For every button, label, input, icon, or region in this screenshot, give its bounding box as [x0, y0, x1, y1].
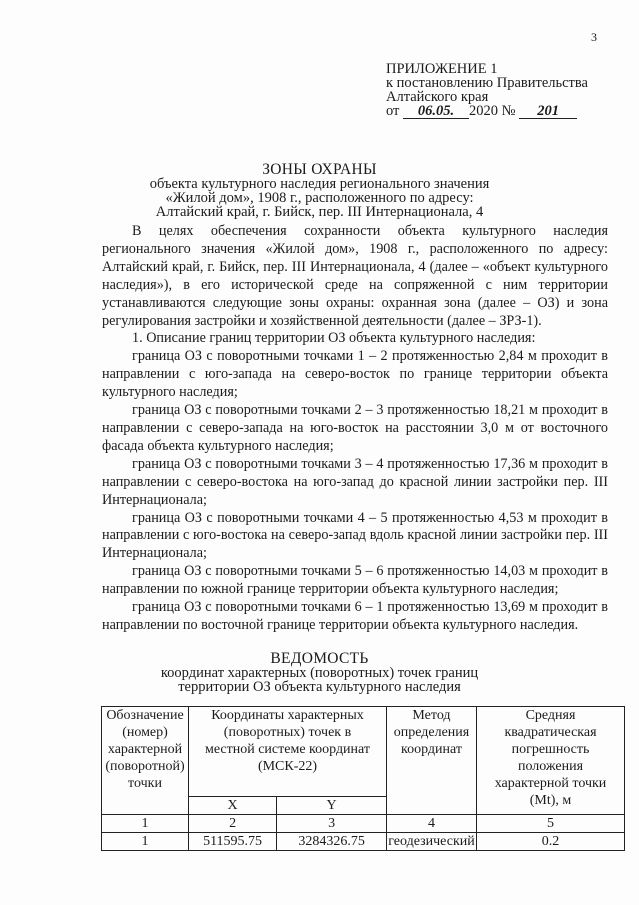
page-number: 3 [591, 30, 597, 44]
numbering-cell: 3 [277, 815, 387, 833]
numbering-cell: 2 [189, 815, 277, 833]
numbering-cell: 5 [477, 815, 625, 833]
cell-y: 3284326.75 [277, 833, 387, 851]
appendix-line-2: к постановлению Правительства [386, 75, 588, 91]
heading-block [0, 163, 639, 219]
paragraph: 1. Описание границ территории ОЗ объекта культурного наследия: [132, 330, 536, 347]
appendix-title: ПРИЛОЖЕНИЕ 1 [386, 61, 498, 77]
paragraph: граница ОЗ с поворотными точками 3 – 4 протяженностью 17,36 м проходит в направлении с северо-востока на юго-запад до красной линии застройки пер. III Интернационала; [102, 455, 608, 508]
date-day: 06.05. [403, 105, 469, 119]
heading-title: ЗОНЫ ОХРАНЫ [262, 161, 377, 178]
heading-line-3: Алтайский край, г. Бийск, пер. III Интернационала, 4 [155, 204, 484, 220]
table-numbering-row [102, 815, 625, 833]
statement-title: ВЕДОМОСТЬ [270, 650, 369, 667]
cell-method: геодезический [388, 834, 475, 849]
paragraph: граница ОЗ с поворотными точками 6 – 1 протяженностью 13,69 м проходит в направлении по восточной границе территории объекта культурного наследия. [102, 599, 608, 633]
statement-line-1: координат характерных (поворотных) точек границ [160, 665, 479, 681]
coordinates-table [101, 706, 625, 851]
heading-line-1: объекта культурного наследия регионального значения [149, 176, 490, 192]
cell-error: 0.2 [477, 833, 625, 851]
body-text [102, 223, 608, 635]
date-year: 2020 № [469, 103, 516, 119]
table-header-row [102, 707, 625, 797]
header-coordinates: Координаты характерных (поворотных) точек в местной системе координат (МСК-22) [189, 707, 387, 797]
header-y: Y [277, 797, 387, 815]
heading-line-2: «Жилой дом», 1908 г., расположенного по адресу: [165, 190, 474, 206]
statement-line-2: территории ОЗ объекта культурного наследия [178, 679, 461, 695]
paragraph: В целях обеспечения сохранности объекта культурного наследия регионального значения «Жилой дом», 1908 г., расположенного по адресу: Алтайский край, г. Бийск, пер. III Интернационала, 4 (далее – «объект культурного наследия»), в его исторической среде на сопряженной с ним территории устанавливаются следующие зоны охраны: охранная зона (далее – ОЗ) и зона регулирования застройки и хозяйственной деятельности (далее – ЗРЗ-1). [102, 223, 608, 329]
header-point-number: Обозначение (номер) характерной (поворотной) точки [102, 707, 189, 815]
cell-x: 511595.75 [189, 833, 277, 851]
header-method: Метод определения координат [387, 707, 477, 815]
appendix-date-line [386, 104, 588, 119]
header-x: X [189, 797, 277, 815]
paragraph: граница ОЗ с поворотными точками 5 – 6 протяженностью 14,03 м проходит в направлении по южной границе территории объекта культурного наследия; [102, 563, 608, 598]
table-row [102, 833, 625, 851]
paragraph: граница ОЗ с поворотными точками 4 – 5 протяженностью 4,53 м проходит в направлении с юго-востока на северо-запад вдоль красной линии застройки пер. III Интернационала; [102, 509, 608, 562]
numbering-cell: 4 [387, 815, 477, 833]
decree-number: 201 [519, 105, 577, 119]
statement-heading [0, 652, 639, 694]
appendix-line-3: Алтайского края [386, 89, 489, 105]
cell-point: 1 [102, 833, 189, 851]
appendix-block [386, 62, 588, 119]
numbering-cell: 1 [102, 815, 189, 833]
paragraph: граница ОЗ с поворотными точками 1 – 2 протяженностью 2,84 м проходит в направлении с юго-запада на северо-восток по границе территории объекта культурного наследия; [102, 348, 608, 401]
date-prefix: от [386, 103, 400, 119]
paragraph: граница ОЗ с поворотными точками 2 – 3 протяженностью 18,21 м проходит в направлении с северо-запада на юго-восток на расстоянии 3,0 м от восточного фасада объекта культурного наследия; [102, 402, 608, 454]
header-error: Средняя квадратическая погрешность положения характерной точки (Mt), м [477, 707, 625, 815]
